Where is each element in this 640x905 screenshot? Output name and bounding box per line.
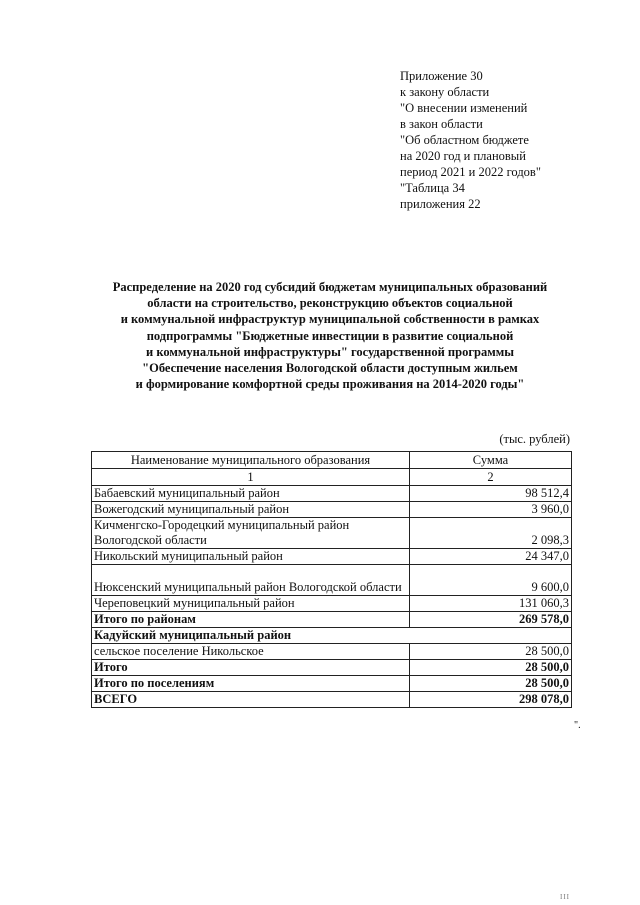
table-row	[92, 596, 572, 612]
row-amount: 3 960,0	[410, 502, 572, 518]
title-line: и коммунальной инфраструктуры" государственной программы	[146, 344, 514, 359]
row-amount: 28 500,0	[410, 644, 572, 660]
row-name: Вожегодский муниципальный район	[92, 502, 410, 518]
appendix-line: приложения 22	[400, 197, 481, 211]
row-name: сельское поселение Никольское	[92, 644, 410, 660]
table-row	[92, 549, 572, 565]
title-line: подпрограммы "Бюджетные инвестиции в развитие социальной	[146, 328, 514, 343]
row-name: Никольский муниципальный район	[92, 549, 410, 565]
subtotal-row	[92, 676, 572, 692]
numbering-amount: 2	[410, 469, 572, 486]
title-line: и формирование комфортной среды проживания на 2014-2020 годы"	[135, 377, 525, 392]
page-mark: III	[560, 893, 570, 901]
closing-quote: ".	[574, 720, 581, 731]
title-line: Распределение на 2020 год субсидий бюджетам муниципальных образований	[112, 280, 548, 294]
row-amount: 98 512,4	[410, 486, 572, 502]
appendix-line: "Таблица 34	[400, 181, 465, 195]
table-row	[92, 502, 572, 518]
row-amount: 28 500,0	[410, 676, 572, 692]
section-row	[92, 628, 572, 644]
header-amount: Сумма	[410, 452, 572, 469]
table-row	[92, 644, 572, 660]
row-amount: 24 347,0	[410, 549, 572, 565]
table-row	[92, 518, 572, 549]
appendix-line: период 2021 и 2022 годов"	[400, 165, 541, 179]
table-header-row	[92, 452, 572, 469]
appendix-line: "Об областном бюджете	[400, 133, 529, 147]
subsidy-table	[91, 451, 572, 708]
appendix-line: на 2020 год и плановый	[400, 149, 526, 163]
table-row	[92, 565, 572, 596]
row-name: Итого	[92, 660, 410, 676]
row-name: Череповецкий муниципальный район	[92, 596, 410, 612]
title-line: и коммунальной инфраструктур муниципальной собственности в рамках	[120, 312, 540, 327]
row-amount: 2 098,3	[410, 518, 572, 549]
table-numbering-row	[92, 469, 572, 486]
subtotal-row	[92, 612, 572, 628]
row-name: Итого по районам	[92, 612, 410, 628]
row-amount: 9 600,0	[410, 565, 572, 596]
row-name: Итого по поселениям	[92, 676, 410, 692]
appendix-line: к закону области	[400, 85, 490, 99]
appendix-line: "О внесении изменений	[400, 101, 528, 115]
total-row	[92, 692, 572, 708]
title-line: области на строительство, реконструкцию объектов социальной	[147, 296, 513, 311]
row-amount: 269 578,0	[410, 612, 572, 628]
row-name: Нюксенский муниципальный район Вологодской области	[92, 565, 410, 596]
row-amount: 298 078,0	[410, 692, 572, 708]
row-name: Кичменгско-Городецкий муниципальный район Вологодской области	[92, 518, 410, 549]
numbering-name: 1	[92, 469, 410, 486]
header-name: Наименование муниципального образования	[92, 452, 410, 469]
row-amount: 131 060,3	[410, 596, 572, 612]
title-line: "Обеспечение населения Вологодской области доступным жильем	[142, 361, 518, 376]
row-name: Кадуйский муниципальный район	[92, 628, 572, 644]
document-title	[80, 279, 580, 392]
table-row	[92, 486, 572, 502]
appendix-line: Приложение 30	[400, 69, 483, 83]
appendix-reference	[400, 68, 620, 212]
units-label: (тыс. рублей)	[499, 432, 570, 446]
appendix-line: в закон области	[400, 117, 483, 131]
row-name: Бабаевский муниципальный район	[92, 486, 410, 502]
row-name: ВСЕГО	[92, 692, 410, 708]
subtotal-row	[92, 660, 572, 676]
row-amount: 28 500,0	[410, 660, 572, 676]
